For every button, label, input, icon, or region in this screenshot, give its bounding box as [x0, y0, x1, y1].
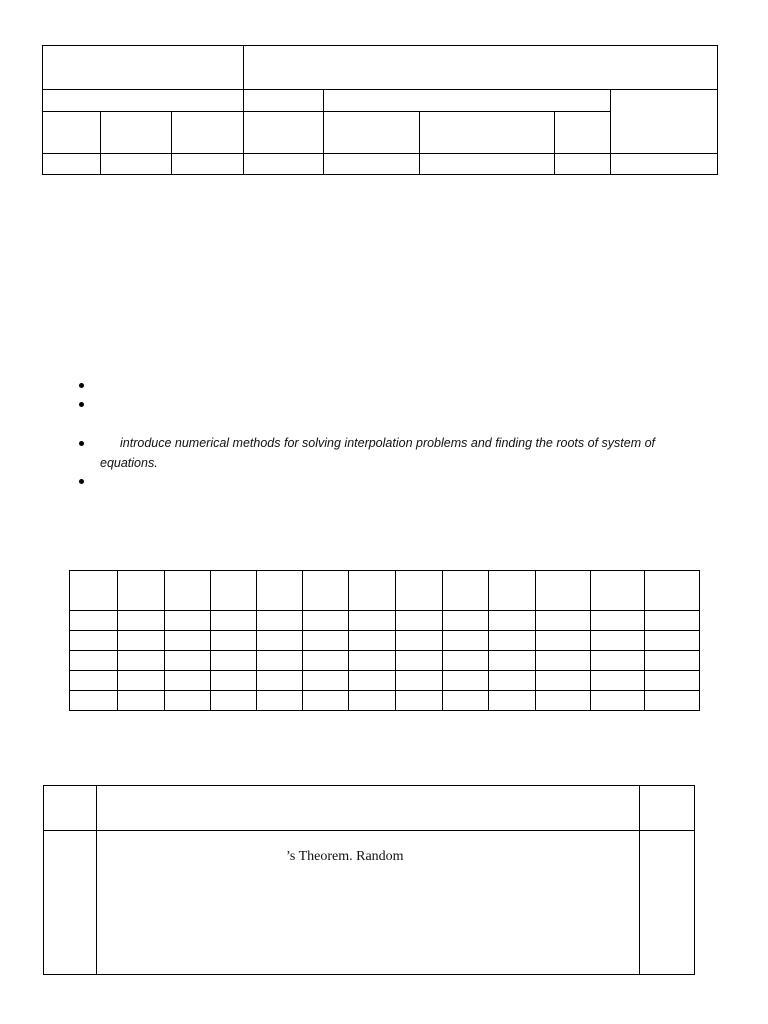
syllabus-header-hours: [640, 786, 695, 831]
mapping-cell: [349, 671, 396, 691]
header-cell-credits: [244, 90, 324, 112]
mapping-cell: [303, 651, 349, 671]
mapping-cell: [349, 651, 396, 671]
header-cell-see: [420, 112, 555, 154]
mapping-row: [70, 671, 700, 691]
mapping-header-cell: [211, 571, 257, 611]
value-cell: [420, 154, 555, 175]
mapping-cell: [349, 631, 396, 651]
mapping-cell: [396, 631, 442, 651]
mapping-cell: [349, 611, 396, 631]
syllabus-header-content: [97, 786, 640, 831]
syllabus-header-unit: [44, 786, 97, 831]
mapping-header-cell: [590, 571, 644, 611]
mapping-header-cell: [118, 571, 165, 611]
mapping-cell: [303, 631, 349, 651]
header-cell-total: [611, 90, 718, 154]
mapping-cell: [535, 671, 590, 691]
mapping-header-cell: [70, 571, 118, 611]
mapping-row: [70, 691, 700, 711]
mapping-cell: [396, 691, 442, 711]
mapping-cell: [442, 631, 488, 651]
mapping-cell: [211, 651, 257, 671]
mapping-header-cell: [535, 571, 590, 611]
mapping-cell: [488, 631, 535, 651]
mapping-cell: [70, 671, 118, 691]
value-cell: [611, 154, 718, 175]
mapping-cell: [70, 631, 118, 651]
mapping-header-cell: [644, 571, 699, 611]
mapping-cell: [165, 651, 211, 671]
mapping-cell: [70, 691, 118, 711]
mapping-cell: [590, 631, 644, 651]
mapping-cell: [442, 611, 488, 631]
mapping-cell: [70, 651, 118, 671]
mapping-header-row: [70, 571, 700, 611]
mapping-cell: [349, 691, 396, 711]
header-cell-t: [101, 112, 172, 154]
mapping-cell: [590, 691, 644, 711]
header-cell-l: [43, 112, 101, 154]
mapping-cell: [303, 671, 349, 691]
mapping-cell: [257, 651, 303, 671]
mapping-cell: [644, 651, 699, 671]
header-cell-course-name: [244, 46, 718, 90]
value-cell: [244, 154, 324, 175]
objective-item-3-line-1: introduce numerical methods for solving interpolation problems and finding the roots of system of: [120, 436, 656, 450]
header-cell-other: [555, 112, 611, 154]
value-cell: [101, 154, 172, 175]
course-header-table: [42, 45, 718, 175]
mapping-cell: [442, 651, 488, 671]
mapping-cell: [211, 631, 257, 651]
mapping-cell: [590, 611, 644, 631]
mapping-cell: [590, 671, 644, 691]
mapping-cell: [165, 611, 211, 631]
co-po-mapping-table: [69, 570, 700, 711]
mapping-cell: [442, 671, 488, 691]
mapping-cell: [70, 611, 118, 631]
header-cell-marks: [324, 90, 611, 112]
syllabus-cell-hours: [640, 831, 695, 975]
header-cell-cie: [324, 112, 420, 154]
mapping-cell: [396, 651, 442, 671]
bullet-3: [79, 441, 84, 446]
syllabus-cell-unit: [44, 831, 97, 975]
mapping-cell: [303, 611, 349, 631]
mapping-cell: [644, 691, 699, 711]
mapping-cell: [535, 631, 590, 651]
mapping-cell: [118, 651, 165, 671]
value-cell: [324, 154, 420, 175]
value-cell: [555, 154, 611, 175]
mapping-header-cell: [442, 571, 488, 611]
mapping-cell: [118, 691, 165, 711]
mapping-cell: [488, 691, 535, 711]
header-cell-p: [172, 112, 244, 154]
mapping-cell: [590, 651, 644, 671]
mapping-cell: [257, 691, 303, 711]
mapping-cell: [211, 611, 257, 631]
syllabus-unit-text: ’s Theorem. Random: [286, 849, 404, 864]
mapping-cell: [257, 611, 303, 631]
mapping-cell: [211, 671, 257, 691]
mapping-cell: [644, 611, 699, 631]
mapping-row: [70, 651, 700, 671]
mapping-cell: [535, 611, 590, 631]
mapping-header-cell: [257, 571, 303, 611]
mapping-cell: [644, 671, 699, 691]
mapping-cell: [396, 611, 442, 631]
mapping-row: [70, 611, 700, 631]
header-cell-c: [244, 112, 324, 154]
mapping-cell: [257, 671, 303, 691]
header-cell-periods: [43, 90, 244, 112]
mapping-cell: [396, 671, 442, 691]
objective-item-3: [100, 433, 700, 473]
mapping-cell: [118, 631, 165, 651]
mapping-header-cell: [488, 571, 535, 611]
mapping-header-cell: [396, 571, 442, 611]
bullet-1: [79, 383, 84, 388]
mapping-cell: [165, 631, 211, 651]
syllabus-table: [43, 785, 695, 975]
mapping-cell: [165, 691, 211, 711]
mapping-cell: [535, 691, 590, 711]
objective-item-3-line-2: equations.: [100, 456, 158, 470]
mapping-cell: [118, 671, 165, 691]
mapping-cell: [211, 691, 257, 711]
mapping-cell: [257, 631, 303, 651]
value-cell: [172, 154, 244, 175]
mapping-cell: [488, 611, 535, 631]
mapping-header-cell: [165, 571, 211, 611]
mapping-header-cell: [303, 571, 349, 611]
mapping-cell: [303, 691, 349, 711]
mapping-cell: [165, 671, 211, 691]
mapping-row: [70, 631, 700, 651]
mapping-cell: [118, 611, 165, 631]
header-cell-title: [43, 46, 244, 90]
bullet-2: [79, 402, 84, 407]
mapping-cell: [442, 691, 488, 711]
mapping-cell: [535, 651, 590, 671]
mapping-cell: [488, 671, 535, 691]
value-cell: [43, 154, 101, 175]
bullet-4: [79, 479, 84, 484]
mapping-header-cell: [349, 571, 396, 611]
mapping-cell: [644, 631, 699, 651]
mapping-cell: [488, 651, 535, 671]
